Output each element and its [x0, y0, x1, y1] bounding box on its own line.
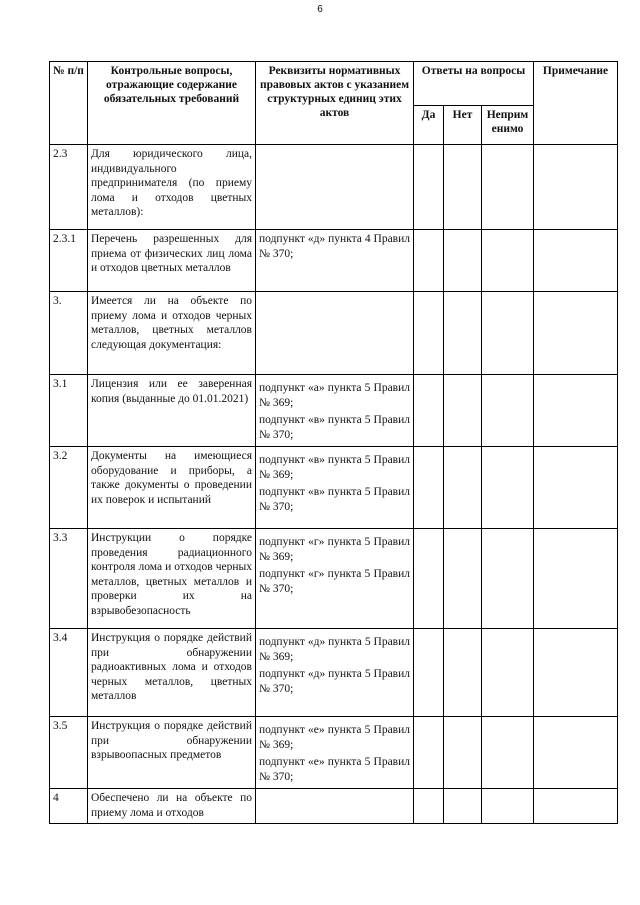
requisite-reference: подпункт «д» пункта 5 Правил № 370;: [259, 668, 410, 695]
note-cell: [534, 230, 618, 292]
note-cell: [534, 529, 618, 629]
answer-not-applicable-cell: [482, 447, 534, 529]
answer-no-cell: [444, 375, 482, 447]
row-number: 3.1: [50, 375, 88, 447]
answer-no-cell: [444, 447, 482, 529]
table-row: [50, 529, 618, 629]
requisite-reference: подпункт «в» пункта 5 Правил № 370;: [259, 486, 410, 513]
answer-not-applicable-cell: [482, 230, 534, 292]
answer-not-applicable-cell: [482, 529, 534, 629]
header-question: Контрольные вопросы, отражающие содержание обязательных требований: [88, 62, 256, 145]
requisites-cell: [256, 292, 414, 375]
row-number: 3.2: [50, 447, 88, 529]
requisites-cell: [256, 375, 414, 447]
answer-not-applicable-cell: [482, 629, 534, 717]
requisites-cell: [256, 529, 414, 629]
table-body: [50, 145, 618, 824]
header-note: Примечание: [534, 62, 618, 145]
header-yes: Да: [414, 106, 444, 145]
answer-yes-cell: [414, 789, 444, 824]
table-row: [50, 145, 618, 230]
requisite-reference: подпункт «а» пункта 5 Правил № 369;: [259, 382, 410, 409]
requisite-reference: подпункт «е» пункта 5 Правил № 369;: [259, 724, 410, 751]
row-number: 3.4: [50, 629, 88, 717]
row-number: 4: [50, 789, 88, 824]
control-question: Лицензия или ее заверенная копия (выданные до 01.01.2021): [88, 375, 256, 447]
control-question: Обеспечено ли на объекте по приему лома и отходов: [88, 789, 256, 824]
answer-not-applicable-cell: [482, 292, 534, 375]
row-number: 2.3: [50, 145, 88, 230]
answer-no-cell: [444, 529, 482, 629]
control-question: Инструкция о порядке действий при обнаружении взрывоопасных предметов: [88, 717, 256, 789]
control-question: Документы на имеющиеся оборудование и приборы, а также документы о проведении их поверок и испытаний: [88, 447, 256, 529]
requisites-cell: [256, 447, 414, 529]
table-row: [50, 629, 618, 717]
answer-no-cell: [444, 145, 482, 230]
table-row: [50, 717, 618, 789]
header-no: Нет: [444, 106, 482, 145]
requisite-reference: подпункт «г» пункта 5 Правил № 369;: [259, 536, 410, 563]
note-cell: [534, 375, 618, 447]
requisites-cell: [256, 629, 414, 717]
header-num: № п/п: [50, 62, 88, 145]
answer-not-applicable-cell: [482, 789, 534, 824]
requisites-cell: [256, 145, 414, 230]
answer-yes-cell: [414, 629, 444, 717]
control-question: Инструкции о порядке проведения радиационного контроля лома и отходов черных металлов, цветных металлов и проверки их на взрывобезопасность: [88, 529, 256, 629]
requisite-reference: подпункт «в» пункта 5 Правил № 369;: [259, 454, 410, 481]
note-cell: [534, 292, 618, 375]
note-cell: [534, 629, 618, 717]
table-row: [50, 230, 618, 292]
page-number: 6: [317, 4, 323, 15]
control-question: Имеется ли на объекте по приему лома и отходов черных металлов, цветных металлов следующая документация:: [88, 292, 256, 375]
control-question: Перечень разрешенных для приема от физических лиц лома и отходов цветных металлов: [88, 230, 256, 292]
answer-no-cell: [444, 789, 482, 824]
requisite-reference: подпункт «д» пункта 5 Правил № 369;: [259, 636, 410, 663]
header-requisites: Реквизиты нормативных правовых актов с указанием структурных единиц этих актов: [256, 62, 414, 145]
answer-yes-cell: [414, 375, 444, 447]
answer-yes-cell: [414, 529, 444, 629]
answer-no-cell: [444, 717, 482, 789]
requisite-reference: подпункт «е» пункта 5 Правил № 370;: [259, 756, 410, 783]
table-row: [50, 447, 618, 529]
requisite-reference: подпункт «г» пункта 5 Правил № 370;: [259, 568, 410, 595]
header-answers: Ответы на вопросы: [414, 62, 534, 106]
answer-yes-cell: [414, 145, 444, 230]
note-cell: [534, 717, 618, 789]
answer-yes-cell: [414, 292, 444, 375]
table-row: [50, 375, 618, 447]
note-cell: [534, 447, 618, 529]
answer-yes-cell: [414, 447, 444, 529]
row-number: 3.5: [50, 717, 88, 789]
answer-no-cell: [444, 292, 482, 375]
row-number: 3.3: [50, 529, 88, 629]
note-cell: [534, 789, 618, 824]
header-not-applicable: Неприм енимо: [482, 106, 534, 145]
requisite-reference: подпункт «в» пункта 5 Правил № 370;: [259, 414, 410, 441]
answer-not-applicable-cell: [482, 375, 534, 447]
control-question: Для юридического лица, индивидуального предпринимателя (по приему лома и отходов цветных металлов):: [88, 145, 256, 230]
answer-yes-cell: [414, 717, 444, 789]
requisites-cell: [256, 789, 414, 824]
note-cell: [534, 145, 618, 230]
answer-yes-cell: [414, 230, 444, 292]
answer-not-applicable-cell: [482, 145, 534, 230]
control-question: Инструкция о порядке действий при обнаружении радиоактивных лома и отходов черных металлов, цветных металлов: [88, 629, 256, 717]
row-number: 2.3.1: [50, 230, 88, 292]
requisites-cell: [256, 717, 414, 789]
requisite-reference: подпункт «д» пункта 4 Правил № 370;: [259, 233, 410, 260]
answer-not-applicable-cell: [482, 717, 534, 789]
answer-no-cell: [444, 629, 482, 717]
checklist-table: [49, 61, 618, 824]
row-number: 3.: [50, 292, 88, 375]
requisites-cell: [256, 230, 414, 292]
table-row: [50, 292, 618, 375]
table-row: [50, 789, 618, 824]
answer-no-cell: [444, 230, 482, 292]
